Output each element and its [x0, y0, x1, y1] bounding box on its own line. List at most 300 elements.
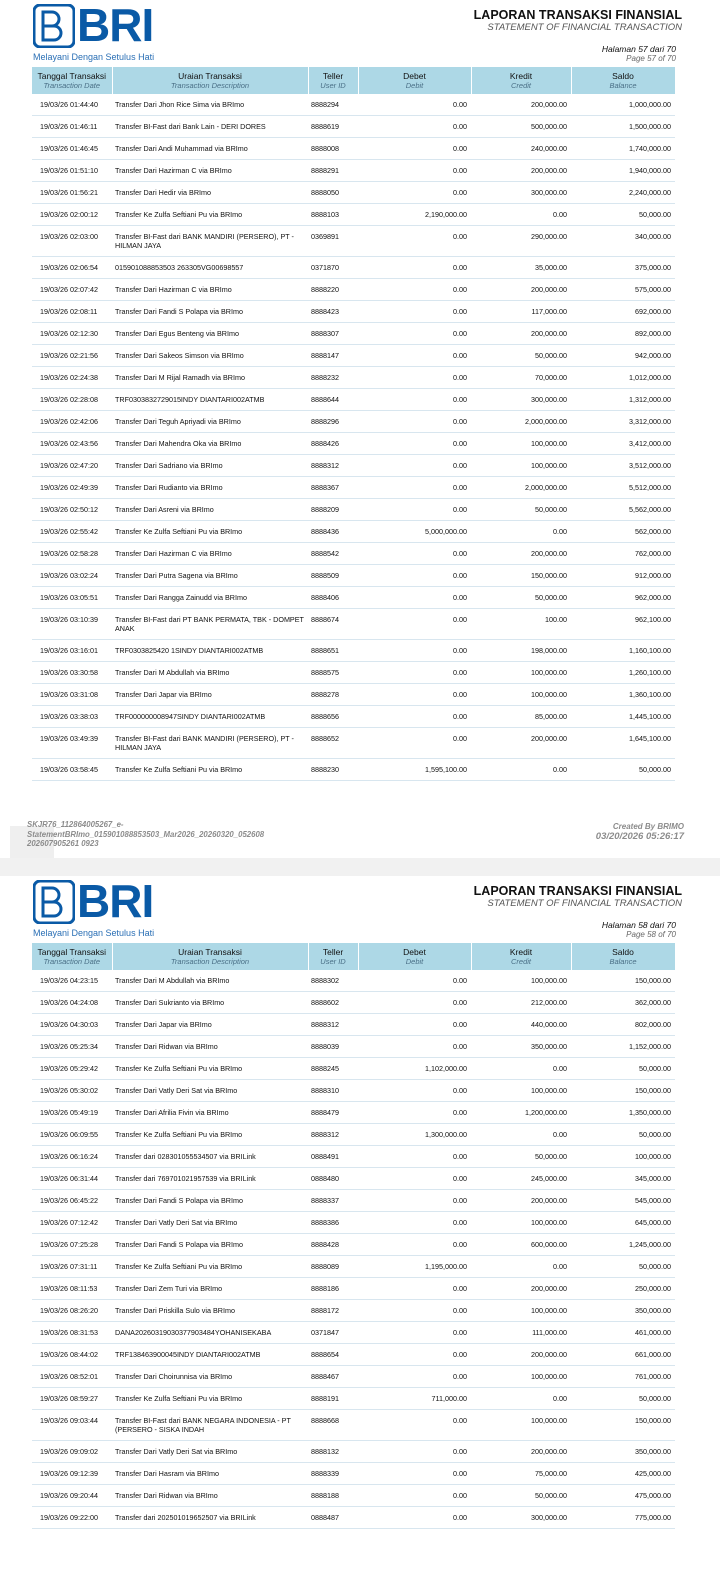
page-title: LAPORAN TRANSAKSI FINANSIAL	[473, 8, 682, 22]
debit-amount: 0.00	[358, 301, 471, 323]
credit-amount: 0.00	[471, 1058, 571, 1080]
debit-amount: 0.00	[358, 662, 471, 684]
transaction-description: TRF0303825420 1SINDY DIANTARI002ATMB	[112, 640, 308, 662]
transaction-description: Transfer Dari Fandi S Polapa via BRImo	[112, 301, 308, 323]
transaction-description: 015901088853503 263305VG00698557	[112, 257, 308, 279]
transaction-description: Transfer Dari Vatly Deri Sat via BRImo	[112, 1212, 308, 1234]
transaction-description: Transfer Dari Jhon Rice Sima via BRImo	[112, 94, 308, 116]
teller-id: 0888480	[308, 1168, 358, 1190]
debit-amount: 0.00	[358, 182, 471, 204]
transaction-description: Transfer Dari Hasram via BRImo	[112, 1463, 308, 1485]
table-row	[32, 684, 675, 706]
teller-id: 8888312	[308, 1014, 358, 1036]
debit-amount: 0.00	[358, 1463, 471, 1485]
credit-amount: 100,000.00	[471, 1212, 571, 1234]
credit-amount: 0.00	[471, 204, 571, 226]
credit-amount: 212,000.00	[471, 992, 571, 1014]
balance-amount: 350,000.00	[571, 1300, 675, 1322]
balance-amount: 1,260,100.00	[571, 662, 675, 684]
teller-id: 8888312	[308, 455, 358, 477]
balance-amount: 1,940,000.00	[571, 160, 675, 182]
balance-amount: 5,512,000.00	[571, 477, 675, 499]
table-body	[32, 970, 675, 1529]
transaction-date: 19/03/26 03:02:24	[32, 565, 112, 587]
balance-amount: 762,000.00	[571, 543, 675, 565]
bri-logo-mark-icon	[33, 4, 75, 48]
balance-amount: 802,000.00	[571, 1014, 675, 1036]
transaction-description: TRF0303832729015INDY DIANTARI002ATMB	[112, 389, 308, 411]
credit-amount: 440,000.00	[471, 1014, 571, 1036]
debit-amount: 711,000.00	[358, 1388, 471, 1410]
credit-amount: 0.00	[471, 759, 571, 781]
table-row	[32, 640, 675, 662]
debit-amount: 0.00	[358, 94, 471, 116]
transaction-description: Transfer dari 028301055534507 via BRILink	[112, 1146, 308, 1168]
teller-id: 8888312	[308, 1124, 358, 1146]
transaction-date: 19/03/26 01:44:40	[32, 94, 112, 116]
page-number-id: Halaman 57 dari 70	[601, 44, 676, 54]
debit-amount: 0.00	[358, 728, 471, 759]
credit-amount: 1,200,000.00	[471, 1102, 571, 1124]
table-row	[32, 1388, 675, 1410]
debit-amount: 0.00	[358, 1080, 471, 1102]
balance-amount: 2,240,000.00	[571, 182, 675, 204]
transaction-date: 19/03/26 09:22:00	[32, 1507, 112, 1529]
transaction-description: Transfer Ke Zulfa Seftiani Pu via BRImo	[112, 204, 308, 226]
balance-amount: 425,000.00	[571, 1463, 675, 1485]
debit-amount: 5,000,000.00	[358, 521, 471, 543]
teller-id: 8888367	[308, 477, 358, 499]
transaction-date: 19/03/26 02:55:42	[32, 521, 112, 543]
transaction-description: Transfer Dari M Abdullah via BRImo	[112, 970, 308, 992]
table-row	[32, 1102, 675, 1124]
transaction-date: 19/03/26 04:30:03	[32, 1014, 112, 1036]
credit-amount: 200,000.00	[471, 279, 571, 301]
debit-amount: 0.00	[358, 1146, 471, 1168]
page-subtitle: STATEMENT OF FINANCIAL TRANSACTION	[487, 898, 682, 909]
page-subtitle: STATEMENT OF FINANCIAL TRANSACTION	[487, 22, 682, 33]
credit-amount: 100,000.00	[471, 970, 571, 992]
balance-amount: 1,152,000.00	[571, 1036, 675, 1058]
balance-amount: 692,000.00	[571, 301, 675, 323]
col-header-date: Tanggal Transaksi Transaction Date	[32, 943, 112, 970]
table-row	[32, 138, 675, 160]
balance-amount: 362,000.00	[571, 992, 675, 1014]
credit-amount: 240,000.00	[471, 138, 571, 160]
teller-id: 8888230	[308, 759, 358, 781]
debit-amount: 0.00	[358, 1441, 471, 1463]
balance-amount: 150,000.00	[571, 1080, 675, 1102]
balance-amount: 475,000.00	[571, 1485, 675, 1507]
teller-id: 8888172	[308, 1300, 358, 1322]
transaction-description: Transfer Dari Andi Muhammad via BRImo	[112, 138, 308, 160]
credit-amount: 100,000.00	[471, 684, 571, 706]
credit-amount: 35,000.00	[471, 257, 571, 279]
balance-amount: 545,000.00	[571, 1190, 675, 1212]
debit-amount: 0.00	[358, 1366, 471, 1388]
table-row	[32, 257, 675, 279]
footer-created-by: Created By BRIMO	[612, 822, 684, 831]
teller-id: 8888302	[308, 970, 358, 992]
credit-amount: 200,000.00	[471, 94, 571, 116]
credit-amount: 111,000.00	[471, 1322, 571, 1344]
table-row	[32, 565, 675, 587]
credit-amount: 200,000.00	[471, 160, 571, 182]
tagline: Melayani Dengan Setulus Hati	[33, 928, 155, 938]
balance-amount: 150,000.00	[571, 970, 675, 992]
teller-id: 8888191	[308, 1388, 358, 1410]
teller-id: 8888132	[308, 1441, 358, 1463]
teller-id: 8888186	[308, 1278, 358, 1300]
table-row	[32, 345, 675, 367]
balance-amount: 1,445,100.00	[571, 706, 675, 728]
credit-amount: 300,000.00	[471, 1507, 571, 1529]
balance-amount: 345,000.00	[571, 1168, 675, 1190]
credit-amount: 500,000.00	[471, 116, 571, 138]
credit-amount: 245,000.00	[471, 1168, 571, 1190]
table-row	[32, 160, 675, 182]
balance-amount: 5,562,000.00	[571, 499, 675, 521]
transaction-date: 19/03/26 03:16:01	[32, 640, 112, 662]
transaction-date: 19/03/26 08:44:02	[32, 1344, 112, 1366]
transaction-description: Transfer Dari Priskilla Sulo via BRImo	[112, 1300, 308, 1322]
table-row	[32, 1410, 675, 1441]
balance-amount: 575,000.00	[571, 279, 675, 301]
credit-amount: 0.00	[471, 521, 571, 543]
transaction-date: 19/03/26 02:08:11	[32, 301, 112, 323]
table-row	[32, 1168, 675, 1190]
teller-id: 8888652	[308, 728, 358, 759]
transaction-description: Transfer Dari Egus Benteng via BRImo	[112, 323, 308, 345]
transaction-description: Transfer Dari Hazirman C via BRImo	[112, 279, 308, 301]
table-row	[32, 1441, 675, 1463]
table-row	[32, 389, 675, 411]
debit-amount: 0.00	[358, 477, 471, 499]
transaction-description: Transfer Dari Hazirman C via BRImo	[112, 543, 308, 565]
debit-amount: 0.00	[358, 389, 471, 411]
transaction-date: 19/03/26 02:00:12	[32, 204, 112, 226]
debit-amount: 0.00	[358, 1014, 471, 1036]
teller-id: 8888467	[308, 1366, 358, 1388]
table-row	[32, 1036, 675, 1058]
credit-amount: 200,000.00	[471, 543, 571, 565]
table-row	[32, 1058, 675, 1080]
teller-id: 8888674	[308, 609, 358, 640]
debit-amount: 0.00	[358, 543, 471, 565]
credit-amount: 200,000.00	[471, 1441, 571, 1463]
balance-amount: 1,160,100.00	[571, 640, 675, 662]
transaction-date: 19/03/26 05:30:02	[32, 1080, 112, 1102]
credit-amount: 300,000.00	[471, 389, 571, 411]
transaction-date: 19/03/26 02:50:12	[32, 499, 112, 521]
transaction-date: 19/03/26 09:12:39	[32, 1463, 112, 1485]
table-row	[32, 1463, 675, 1485]
debit-amount: 0.00	[358, 992, 471, 1014]
credit-amount: 350,000.00	[471, 1036, 571, 1058]
debit-amount: 0.00	[358, 706, 471, 728]
transaction-date: 19/03/26 06:45:22	[32, 1190, 112, 1212]
transaction-description: Transfer Dari Teguh Apriyadi via BRImo	[112, 411, 308, 433]
table-row	[32, 1124, 675, 1146]
table-row	[32, 1507, 675, 1529]
transaction-date: 19/03/26 08:31:53	[32, 1322, 112, 1344]
debit-amount: 0.00	[358, 1212, 471, 1234]
debit-amount: 0.00	[358, 257, 471, 279]
table-row	[32, 323, 675, 345]
credit-amount: 2,000,000.00	[471, 477, 571, 499]
debit-amount: 0.00	[358, 226, 471, 257]
debit-amount: 0.00	[358, 1507, 471, 1529]
table-row	[32, 992, 675, 1014]
transaction-date: 19/03/26 09:03:44	[32, 1410, 112, 1441]
table-row	[32, 728, 675, 759]
teller-id: 0888487	[308, 1507, 358, 1529]
balance-amount: 1,350,000.00	[571, 1102, 675, 1124]
teller-id: 8888089	[308, 1256, 358, 1278]
balance-amount: 661,000.00	[571, 1344, 675, 1366]
transaction-description: Transfer Dari Putra Sagena via BRImo	[112, 565, 308, 587]
transaction-description: Transfer Dari Asreni via BRImo	[112, 499, 308, 521]
teller-id: 8888656	[308, 706, 358, 728]
teller-id: 8888575	[308, 662, 358, 684]
transaction-description: Transfer BI-Fast dari BANK MANDIRI (PERSERO), PT - HILMAN JAYA	[112, 728, 308, 759]
transaction-date: 19/03/26 03:31:08	[32, 684, 112, 706]
table-row	[32, 1190, 675, 1212]
debit-amount: 0.00	[358, 138, 471, 160]
debit-amount: 0.00	[358, 160, 471, 182]
transaction-date: 19/03/26 03:58:45	[32, 759, 112, 781]
page-separator	[0, 858, 720, 876]
balance-amount: 350,000.00	[571, 1441, 675, 1463]
transaction-description: TRF138463900045INDY DIANTARI002ATMB	[112, 1344, 308, 1366]
balance-amount: 50,000.00	[571, 204, 675, 226]
credit-amount: 100,000.00	[471, 433, 571, 455]
transaction-date: 19/03/26 03:38:03	[32, 706, 112, 728]
debit-amount: 0.00	[358, 116, 471, 138]
teller-id: 8888245	[308, 1058, 358, 1080]
transaction-description: Transfer Dari Sadriano via BRImo	[112, 455, 308, 477]
transaction-description: Transfer Dari Japar via BRImo	[112, 684, 308, 706]
transaction-description: Transfer Dari Mahendra Oka via BRImo	[112, 433, 308, 455]
transaction-date: 19/03/26 02:42:06	[32, 411, 112, 433]
transaction-description: Transfer Dari Sakeos Simson via BRImo	[112, 345, 308, 367]
transaction-date: 19/03/26 06:16:24	[32, 1146, 112, 1168]
transaction-description: Transfer BI-Fast dari PT BANK PERMATA, TBK - DOMPET ANAK	[112, 609, 308, 640]
table-row	[32, 759, 675, 781]
transaction-description: DANA20260319030377903484YOHANISEKABA	[112, 1322, 308, 1344]
transaction-date: 19/03/26 04:24:08	[32, 992, 112, 1014]
teller-id: 0888491	[308, 1146, 358, 1168]
table-row	[32, 1300, 675, 1322]
transaction-description: Transfer Dari Fandi S Polapa via BRImo	[112, 1234, 308, 1256]
transaction-table	[32, 943, 676, 1529]
footer-document-id: SKJR76_112864005267_e-StatementBRImo_015901088853503_Mar2026_20260320_052608 202607905261 0923	[27, 820, 265, 848]
transaction-date: 19/03/26 02:43:56	[32, 433, 112, 455]
balance-amount: 3,412,000.00	[571, 433, 675, 455]
transaction-date: 19/03/26 02:06:54	[32, 257, 112, 279]
transaction-description: Transfer BI-Fast dari BANK MANDIRI (PERSERO), PT - HILMAN JAYA	[112, 226, 308, 257]
table-row	[32, 662, 675, 684]
transaction-description: Transfer Dari Hazirman C via BRImo	[112, 160, 308, 182]
credit-amount: 290,000.00	[471, 226, 571, 257]
teller-id: 8888209	[308, 499, 358, 521]
table-row	[32, 543, 675, 565]
balance-amount: 892,000.00	[571, 323, 675, 345]
transaction-description: Transfer Ke Zulfa Seftiani Pu via BRImo	[112, 759, 308, 781]
bri-logo-mark-icon	[33, 880, 75, 924]
credit-amount: 300,000.00	[471, 182, 571, 204]
balance-amount: 1,740,000.00	[571, 138, 675, 160]
credit-amount: 100.00	[471, 609, 571, 640]
credit-amount: 100,000.00	[471, 455, 571, 477]
transaction-description: Transfer BI-Fast dari Bank Lain - DERI DORES	[112, 116, 308, 138]
page-number-id: Halaman 58 dari 70	[601, 920, 676, 930]
credit-amount: 50,000.00	[471, 1146, 571, 1168]
debit-amount: 0.00	[358, 433, 471, 455]
debit-amount: 0.00	[358, 587, 471, 609]
table-header-row	[32, 943, 675, 970]
col-header-description: Uraian Transaksi Transaction Description	[112, 943, 308, 970]
debit-amount: 0.00	[358, 1300, 471, 1322]
credit-amount: 100,000.00	[471, 1080, 571, 1102]
teller-id: 8888651	[308, 640, 358, 662]
balance-amount: 100,000.00	[571, 1146, 675, 1168]
table-row	[32, 1234, 675, 1256]
table-header-row	[32, 67, 675, 94]
table-row	[32, 1256, 675, 1278]
teller-id: 8888619	[308, 116, 358, 138]
transaction-description: Transfer Dari Ridwan via BRImo	[112, 1485, 308, 1507]
transaction-description: Transfer Dari Hedir via BRImo	[112, 182, 308, 204]
debit-amount: 0.00	[358, 411, 471, 433]
transaction-description: Transfer Ke Zulfa Seftiani Pu via BRImo	[112, 1256, 308, 1278]
teller-id: 8888294	[308, 94, 358, 116]
transaction-description: Transfer BI-Fast dari BANK NEGARA INDONESIA - PT (PERSERO - SISKA INDAH	[112, 1410, 308, 1441]
debit-amount: 2,190,000.00	[358, 204, 471, 226]
table-row	[32, 1080, 675, 1102]
transaction-date: 19/03/26 09:09:02	[32, 1441, 112, 1463]
teller-id: 8888428	[308, 1234, 358, 1256]
balance-amount: 1,645,100.00	[571, 728, 675, 759]
table-row	[32, 204, 675, 226]
table-row	[32, 301, 675, 323]
balance-amount: 962,000.00	[571, 587, 675, 609]
balance-amount: 761,000.00	[571, 1366, 675, 1388]
col-header-teller: Teller User ID	[308, 943, 358, 970]
transaction-date: 19/03/26 05:25:34	[32, 1036, 112, 1058]
transaction-description: Transfer Dari Choirunnisa via BRImo	[112, 1366, 308, 1388]
teller-id: 8888337	[308, 1190, 358, 1212]
credit-amount: 150,000.00	[471, 565, 571, 587]
debit-amount: 0.00	[358, 1168, 471, 1190]
transaction-description: Transfer Dari M Abdullah via BRImo	[112, 662, 308, 684]
teller-id: 8888602	[308, 992, 358, 1014]
transaction-description: Transfer Dari Zem Turi via BRImo	[112, 1278, 308, 1300]
transaction-date: 19/03/26 06:09:55	[32, 1124, 112, 1146]
teller-id: 8888188	[308, 1485, 358, 1507]
teller-id: 8888542	[308, 543, 358, 565]
page-number-en: Page 58 of 70	[626, 930, 676, 939]
teller-id: 8888654	[308, 1344, 358, 1366]
col-header-debit: Debet Debit	[358, 943, 471, 970]
debit-amount: 0.00	[358, 1344, 471, 1366]
transaction-date: 19/03/26 08:26:20	[32, 1300, 112, 1322]
transaction-description: TRF000000008947SINDY DIANTARI002ATMB	[112, 706, 308, 728]
debit-amount: 1,102,000.00	[358, 1058, 471, 1080]
transaction-description: Transfer Dari Ridwan via BRImo	[112, 1036, 308, 1058]
transaction-date: 19/03/26 01:56:21	[32, 182, 112, 204]
credit-amount: 0.00	[471, 1388, 571, 1410]
debit-amount: 0.00	[358, 345, 471, 367]
transaction-date: 19/03/26 01:46:45	[32, 138, 112, 160]
debit-amount: 0.00	[358, 499, 471, 521]
debit-amount: 0.00	[358, 609, 471, 640]
table-row	[32, 609, 675, 640]
credit-amount: 70,000.00	[471, 367, 571, 389]
table-row	[32, 367, 675, 389]
transaction-description: Transfer Ke Zulfa Seftiani Pu via BRImo	[112, 521, 308, 543]
credit-amount: 198,000.00	[471, 640, 571, 662]
teller-id: 8888386	[308, 1212, 358, 1234]
credit-amount: 50,000.00	[471, 345, 571, 367]
table-row	[32, 1278, 675, 1300]
teller-id: 8888479	[308, 1102, 358, 1124]
transaction-date: 19/03/26 07:25:28	[32, 1234, 112, 1256]
table-row	[32, 94, 675, 116]
credit-amount: 117,000.00	[471, 301, 571, 323]
transaction-date: 19/03/26 01:51:10	[32, 160, 112, 182]
balance-amount: 150,000.00	[571, 1410, 675, 1441]
balance-amount: 250,000.00	[571, 1278, 675, 1300]
balance-amount: 1,312,000.00	[571, 389, 675, 411]
credit-amount: 0.00	[471, 1256, 571, 1278]
balance-amount: 50,000.00	[571, 1124, 675, 1146]
transaction-description: Transfer Ke Zulfa Seftiani Pu via BRImo	[112, 1124, 308, 1146]
col-header-description: Uraian Transaksi Transaction Description	[112, 67, 308, 94]
debit-amount: 0.00	[358, 1190, 471, 1212]
teller-id: 0371870	[308, 257, 358, 279]
credit-amount: 50,000.00	[471, 499, 571, 521]
teller-id: 8888668	[308, 1410, 358, 1441]
transaction-date: 19/03/26 02:12:30	[32, 323, 112, 345]
balance-amount: 50,000.00	[571, 1058, 675, 1080]
table-row	[32, 587, 675, 609]
transaction-date: 19/03/26 04:23:15	[32, 970, 112, 992]
table-row	[32, 706, 675, 728]
transaction-description: Transfer Dari Afrilia Fivin via BRImo	[112, 1102, 308, 1124]
balance-amount: 50,000.00	[571, 1388, 675, 1410]
debit-amount: 0.00	[358, 970, 471, 992]
balance-amount: 461,000.00	[571, 1322, 675, 1344]
credit-amount: 50,000.00	[471, 1485, 571, 1507]
transaction-date: 19/03/26 02:47:20	[32, 455, 112, 477]
teller-id: 8888232	[308, 367, 358, 389]
transaction-description: Transfer Dari Fandi S Polapa via BRImo	[112, 1190, 308, 1212]
table-row	[32, 1322, 675, 1344]
credit-amount: 200,000.00	[471, 1278, 571, 1300]
col-header-balance: Saldo Balance	[571, 943, 675, 970]
table-row	[32, 455, 675, 477]
credit-amount: 2,000,000.00	[471, 411, 571, 433]
credit-amount: 200,000.00	[471, 1190, 571, 1212]
balance-amount: 942,000.00	[571, 345, 675, 367]
balance-amount: 962,100.00	[571, 609, 675, 640]
balance-amount: 912,000.00	[571, 565, 675, 587]
transaction-date: 19/03/26 01:46:11	[32, 116, 112, 138]
teller-id: 8888220	[308, 279, 358, 301]
balance-amount: 3,312,000.00	[571, 411, 675, 433]
transaction-date: 19/03/26 02:28:08	[32, 389, 112, 411]
